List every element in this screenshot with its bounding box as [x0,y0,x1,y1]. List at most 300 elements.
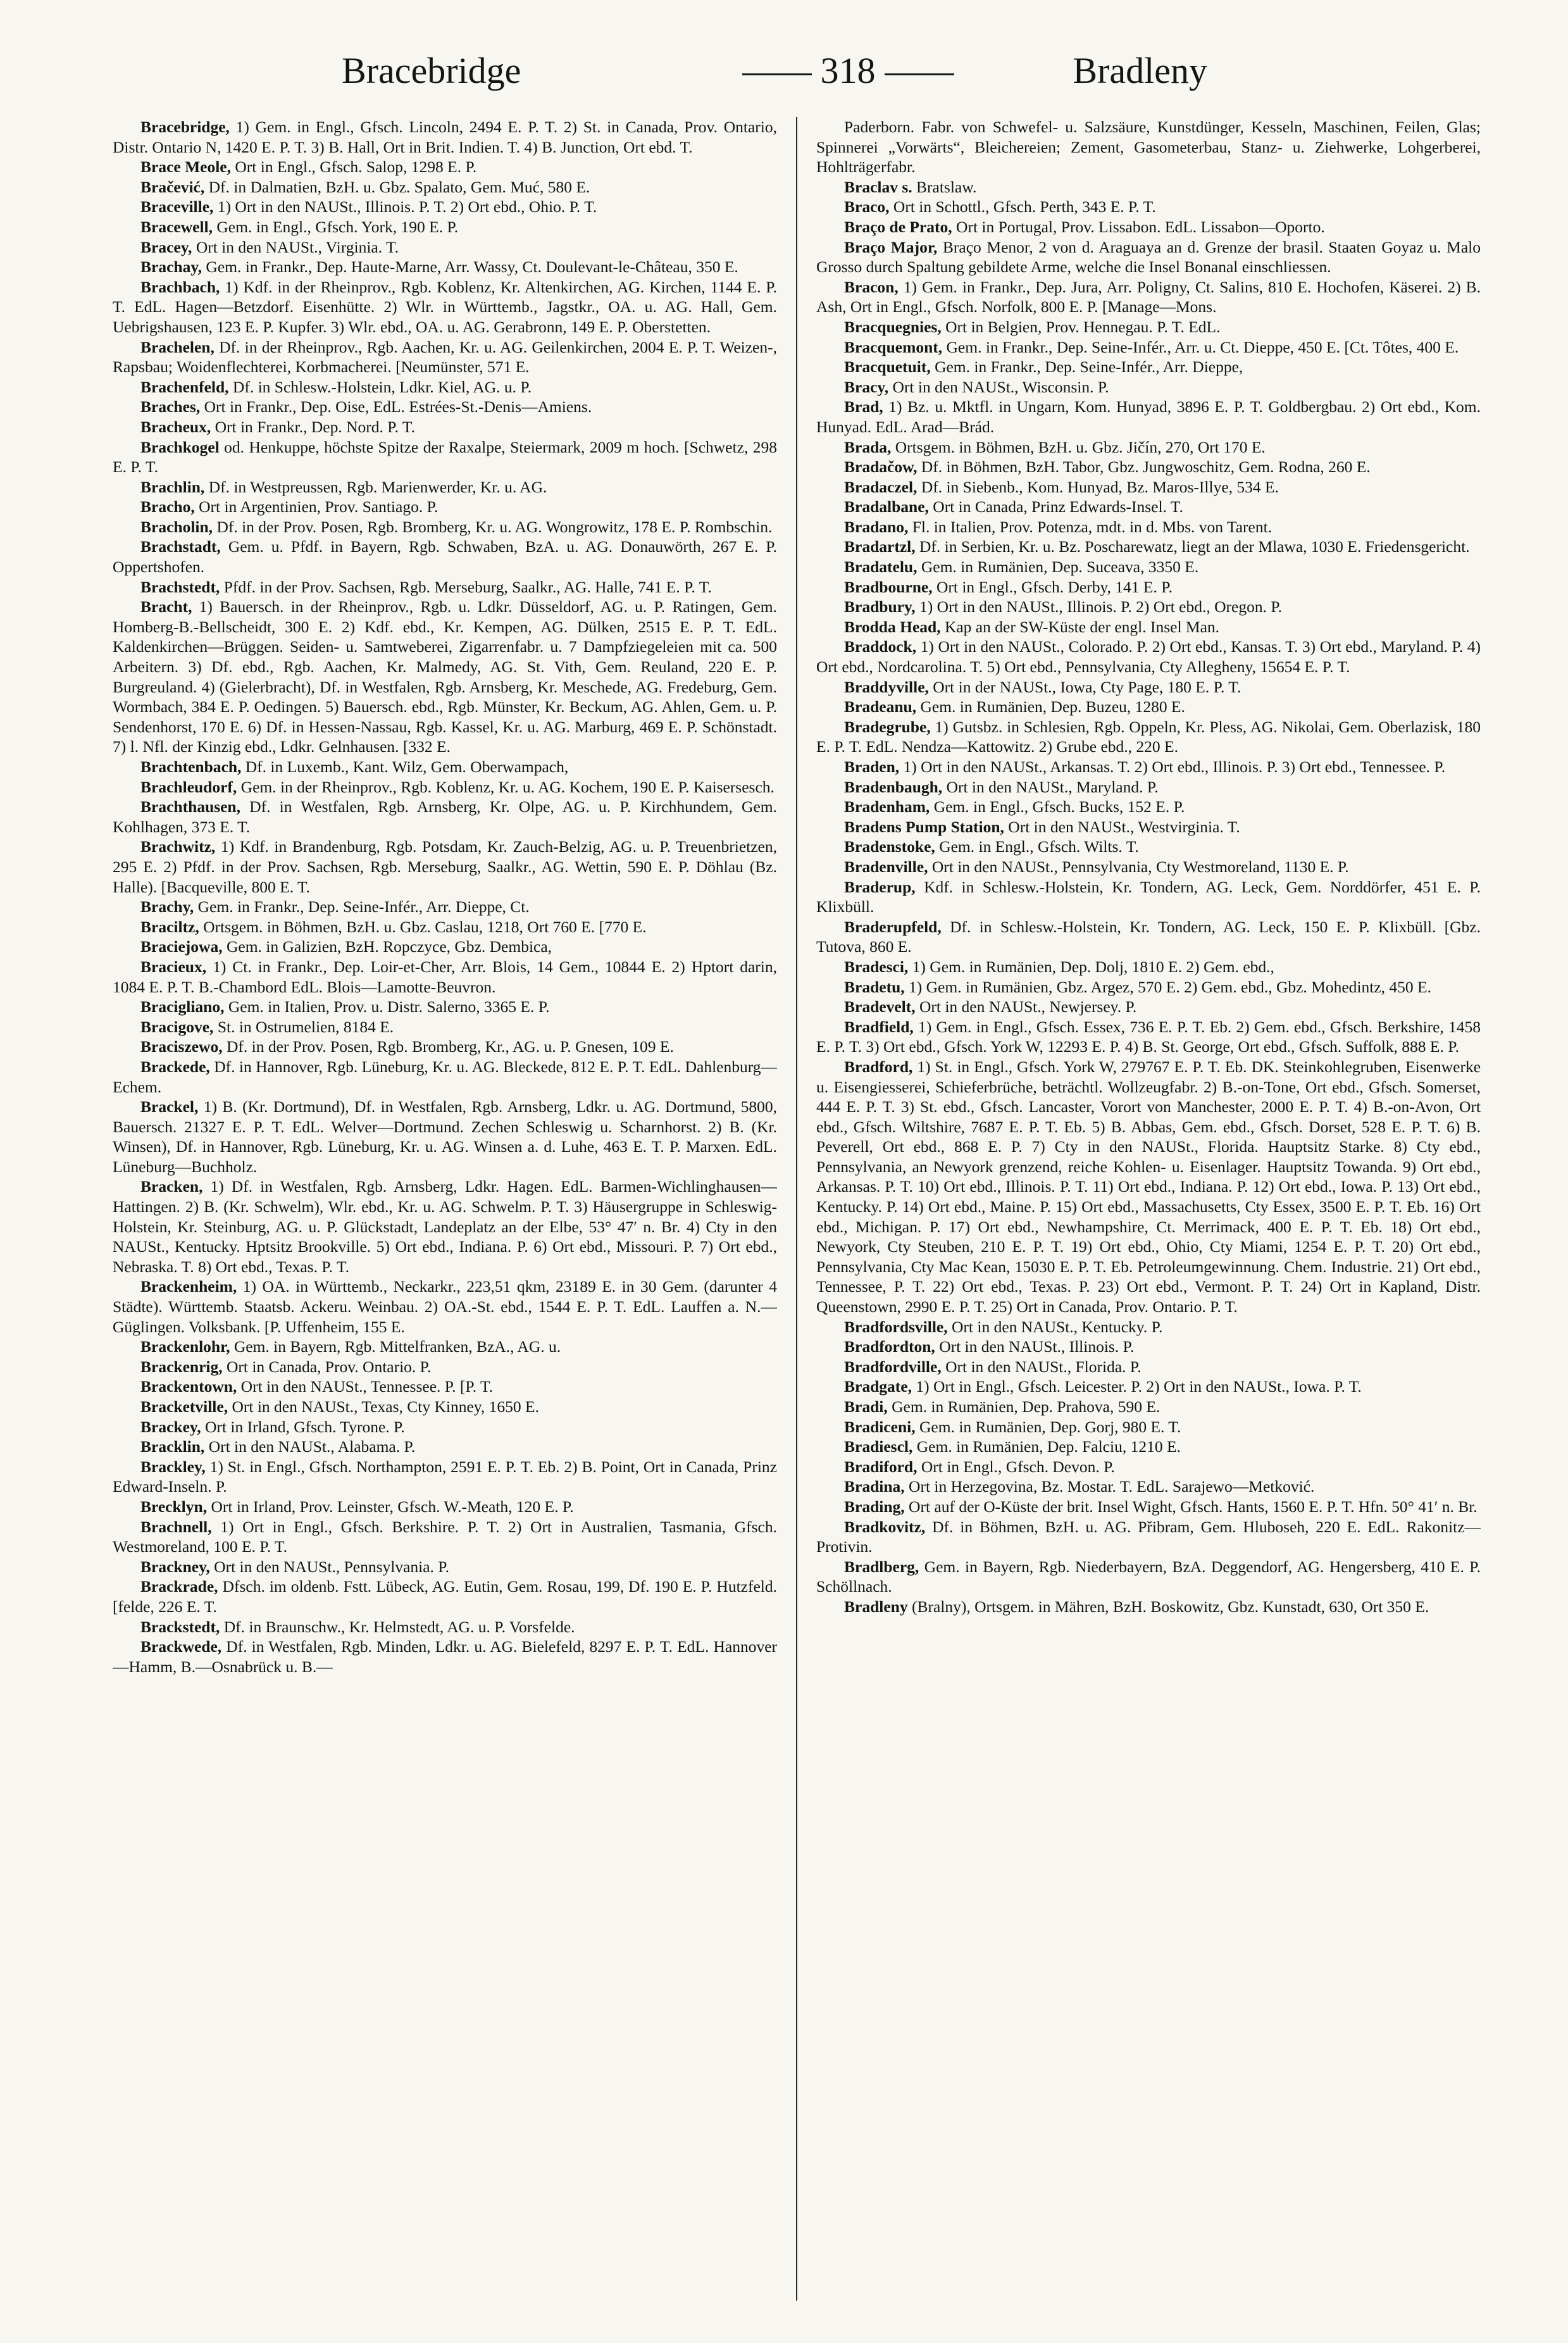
dictionary-entry [816,837,1481,857]
entry-headword: Brachstedt, [140,577,220,596]
dictionary-entry [113,1417,777,1437]
entry-text: Ort in der NAUSt., Iowa, Cty Page, 180 E. P. T. [933,677,1241,696]
entry-headword: Brachay, [140,258,202,277]
dictionary-entry [816,237,1481,277]
entry-text: Gem. in Bayern, Rgb. Mittelfranken, BzA., AG. u. [233,1337,561,1356]
entry-text: Df. in Serbien, Kr. u. Bz. Poscharewatz, liegt an der Mlawa, 1030 E. Friedensgericht. [919,537,1470,556]
entry-text: 1) Df. in Westfalen, Rgb. Arnsberg, Ldkr. Hagen. EdL. Barmen-Wichlinghausen—Hattingen. 2) B. (Kr. Schwelm), Wlr. ebd., Kr. u. AG. Schwelm. P. T. 3) Häusergruppe in Schleswig-Holstein, Kr. Steinburg, AG. u. P. Glückstadt, Landeplatz an der Elbe, 53° 47′ n. Br. 4) Cty in den NAUSt., Kentucky. Hptsitz Brookville. 5) Ort ebd., Indiana. P. 6) Ort ebd., Missouri. P. 7) Ort ebd., Nebraska. T. 8) Ort ebd., Texas. P. T. [113,1177,777,1276]
entry-headword: Bradenham, [844,797,930,816]
entry-text: Ort in Engl., Gfsch. Salop, 1298 E. P. [235,158,477,177]
entry-headword: Bracholin, [140,517,213,536]
entry-text: Ort in den NAUSt., Wisconsin. P. [892,377,1109,396]
dictionary-entry [113,157,777,177]
entry-headword: Bradenville, [844,857,928,876]
entry-text: Ort in Schottl., Gfsch. Perth, 343 E. P. T. [893,197,1156,216]
dictionary-entry [816,117,1481,177]
entry-headword: Brackel, [140,1097,199,1116]
entry-headword: Brace Meole, [140,158,232,177]
dictionary-entry [816,1017,1481,1057]
dictionary-entry [816,717,1481,757]
dictionary-entry [113,1377,777,1397]
dictionary-entry [816,557,1481,577]
entry-text: 1) OA. in Württemb., Neckarkr., 223,51 qkm, 23189 E. in 30 Gem. (darunter 4 Städte). Württemb. Staatsb. Ackeru. Weinbau. 2) OA.-St. ebd., 1544 E. P. T. EdL. Lauffen a. N.—Güglingen. Volksbank. [P. Uffenheim, 155 E. [113,1277,777,1336]
entry-text: Df. in Schlesw.-Holstein, Ldkr. Kiel, AG. u. P. [232,377,532,396]
entry-headword: Bracquegnies, [844,317,942,336]
entry-text: Df. in Westpreussen, Rgb. Marienwerder, Kr. u. AG. [208,477,547,496]
entry-text: 1) Kdf. in Brandenburg, Rgb. Potsdam, Kr. Zauch-Belzig, AG. u. P. Treuenbrietzen, 295 E. 2) Pfdf. in der Prov. Sachsen, Rgb. Merseburg, Saalkr., AG. Wettin, 590 E. P. Döhlau (Bz. Halle). [Bacqueville, 800 E. T. [113,837,777,896]
dictionary-entry [113,1557,777,1577]
entry-text: Df. in der Prov. Posen, Rgb. Bromberg, Kr., AG. u. P. Gnesen, 109 E. [226,1037,674,1056]
entry-headword: Bradartzl, [844,537,916,556]
entry-text: Ort in den NAUSt., Alabama. P. [208,1437,416,1456]
entry-headword: Bradleny [844,1597,908,1616]
entry-headword: Bradaczel, [844,477,918,496]
entry-headword: Bradačow, [844,458,918,477]
dictionary-entry [113,937,777,957]
dictionary-entry [816,1337,1481,1357]
dictionary-entry [816,197,1481,217]
entry-headword: Bradetu, [844,977,905,996]
entry-headword: Brachthausen, [140,797,240,816]
dictionary-entry [816,357,1481,377]
entry-text: Dfsch. im oldenb. Fstt. Lübeck, AG. Eutin, Gem. Rosau, 199, Df. 190 E. P. Hutzfeld. [felde, 226 E. T. [113,1577,777,1616]
dictionary-entry [816,857,1481,877]
entry-text: 1) St. in Engl., Gfsch. York W, 279767 E. P. T. Eb. DK. Steinkohlegruben, Eisenwerke u. Eisengiesserei, Schieferbrüche, beträchtl. Wollzeugfabr. 2) B.-on-Tone, Ort ebd., Gfsch. Somerset, 444 E. P. T. 3) St. ebd., Gfsch. Lancaster, Vorort von Manchester, 2000 E. P. T. 4) B.-on-Avon, Ort ebd., Gfsch. Wiltshire, 7687 E. P. T. Eb. 5) B. Abbas, Gem. ebd., Gfsch. Dorset, 528 E. P. T. 6) B. Peverell, Ort ebd., 868 E. P. 7) Cty in den NAUSt., Florida. Hauptsitz Starke. 8) Cty ebd., Pennsylvania, an Newyork grenzend, reiche Kohlen- u. Eisenlager. Hauptsitz Towanda. 9) Ort ebd., Arkansas. P. T. 10) Ort ebd., Illinois. P. T. 11) Ort ebd., Indiana. P. 12) Ort ebd., Iowa. P. 13) Ort ebd., Kentucky. P. 14) Ort ebd., Maine. P. 15) Ort ebd., Massachusetts, Cty Essex, 3500 E. P. T. Eb. 16) Ort ebd., Michigan. P. 17) Ort ebd., Newhampshire, Ct. Merrimack, 400 E. P. T. Eb. 18) Ort ebd., Newyork, Cty Steuben, 210 E. P. T. 19) Ort ebd., Ohio, Cty Miami, 1254 E. P. T. 20) Ort ebd., Pennsylvania, Cty Mac Kean, 15030 E. P. T. Eb. Petroleumgewinnung. Chem. Industrie. 21) Ort ebd., Tennessee, P. T. 22) Ort ebd., Texas. P. 23) Ort ebd., Vermont. P. T. 24) Ort in Kapland, Distr. Queenstown, 2990 E. P. T. 25) Ort in Canada, Prov. Ontario. P. T. [816,1057,1481,1316]
entry-text: 1) Ort in Engl., Gfsch. Berkshire. P. T. 2) Ort in Australien, Tasmania, Gfsch. Westmoreland, 100 E. P. T. [113,1517,777,1556]
entry-headword: Brackenheim, [140,1277,237,1296]
entry-text: 1) Gutsbz. in Schlesien, Rgb. Oppeln, Kr. Pless, AG. Nikolai, Gem. Oberlazisk, 180 E. P. T. EdL. Nendza—Kattowitz. 2) Grube ebd., 220 E. [816,717,1481,756]
entry-headword: Braceville, [140,197,214,216]
entry-text: Df. in Böhmen, BzH. Tabor, Gbz. Jungwoschitz, Gem. Rodna, 260 E. [921,458,1371,477]
entry-headword: Braco, [844,197,890,216]
dictionary-entry [113,337,777,377]
entry-headword: Braddyville, [844,677,929,696]
entry-text: Df. in der Prov. Posen, Rgb. Bromberg, Kr. u. AG. Wongrowitz, 178 E. P. Rombschin. [216,517,773,536]
entry-text: Gem. in Frankr., Dep. Seine-Infér., Arr. Dieppe, [935,358,1243,377]
page-header [95,38,1473,108]
entry-headword: Brachy, [140,897,194,916]
entry-text: Kap an der SW-Küste der engl. Insel Man. [944,617,1220,636]
entry-headword: Bracheux, [140,417,211,436]
entry-text: Gem. in Frankr., Dep. Haute-Marne, Arr. Wassy, Ct. Doulevant-le-Château, 350 E. [206,258,738,277]
entry-text: 1) Ort in Engl., Gfsch. Leicester. P. 2) Ort in den NAUSt., Iowa. P. T. [916,1377,1362,1396]
dictionary-entry [816,977,1481,997]
entry-text: Ort in den NAUSt., Maryland. P. [946,777,1159,796]
dictionary-entry [113,1497,777,1517]
dictionary-entry [113,1177,777,1277]
entry-text: Gem. in Engl., Gfsch. Bucks, 152 E. P. [933,797,1185,816]
entry-headword: Brachbach, [140,277,220,296]
dictionary-entry [113,897,777,917]
entry-headword: Bradfordton, [844,1337,935,1356]
entry-headword: Bracquemont, [844,337,943,356]
dictionary-entry [816,177,1481,197]
entry-headword: Bradenstoke, [844,837,935,856]
entry-headword: Bracon, [844,277,899,296]
dictionary-entry [816,1557,1481,1597]
entry-text: Ort in Portugal, Prov. Lissabon. EdL. Lissabon—Oporto. [956,217,1325,236]
entry-headword: Brackede, [140,1057,210,1076]
entry-text: Gem. in Frankr., Dep. Seine-Infér., Arr. Dieppe, Ct. [197,897,530,916]
entry-headword: Bradbourne, [844,577,933,596]
entry-headword: Bracey, [140,237,192,256]
entry-text: Bratslaw. [916,177,977,196]
entry-text: 1) Ort in den NAUSt., Illinois. P. 2) Ort ebd., Oregon. P. [919,597,1283,616]
dictionary-entry [816,1497,1481,1517]
entry-headword: Brackey, [140,1417,201,1436]
entry-headword: Bradford, [844,1057,913,1076]
entry-text: Gem. in Engl., Gfsch. Wilts. T. [939,837,1139,856]
dictionary-entry [113,217,777,237]
entry-text: Ort in den NAUSt., Pennsylvania, Cty Westmoreland, 1130 E. P. [931,857,1349,876]
entry-text: 1) Ort in den NAUSt., Illinois. P. T. 2) Ort ebd., Ohio. P. T. [217,197,597,216]
entry-text: Pfdf. in der Prov. Sachsen, Rgb. Merseburg, Saalkr., AG. Halle, 741 E. P. T. [223,577,712,596]
dictionary-entry [816,497,1481,517]
dictionary-entry [113,757,777,777]
dictionary-entry [113,1017,777,1037]
entry-text: 1) Gem. in Engl., Gfsch. Lincoln, 2494 E. P. T. 2) St. in Canada, Prov. Ontario, Distr. Ontario N, 1420 E. P. T. 3) B. Hall, Ort in Brit. Indien. T. 4) B. Junction, Ort ebd. T. [113,118,777,156]
entry-headword: Bracy, [844,377,889,396]
entry-text: Df. in Dalmatien, BzH. u. Gbz. Spalato, Gem. Muć, 580 E. [208,177,590,196]
page-number: 318 [820,50,876,91]
dictionary-entry [113,497,777,517]
dictionary-entry [816,637,1481,677]
dash-right [885,73,954,75]
entry-text: Ort in Frankr., Dep. Oise, EdL. Estrées-St.-Denis—Amiens. [204,397,592,416]
dictionary-entry [113,197,777,217]
dictionary-entry [816,277,1481,317]
dictionary-entry [113,477,777,497]
dictionary-entry [816,477,1481,497]
entry-headword: Bradatelu, [844,558,918,577]
entry-text: 1) Gem. in Rumänien, Gbz. Argez, 570 E. 2) Gem. ebd., Gbz. Mohedintz, 450 E. [909,977,1431,996]
entry-text: 1) Gem. in Frankr., Dep. Jura, Arr. Poligny, Ct. Salins, 810 E. Hochofen, Käserei. 2) B. Ash, Ort in Engl., Gfsch. Norfolk, 800 E. P. [Manage—Mons. [816,277,1481,316]
entry-headword: Brada, [844,437,892,456]
entry-headword: Bradegrube, [844,717,931,736]
dictionary-entry [113,1637,777,1677]
entry-headword: Brachenfeld, [140,377,229,396]
entry-headword: Bracquetuit, [844,358,931,377]
left-column [113,117,777,2313]
dictionary-entry [816,1317,1481,1337]
entry-text: Gem. in Italien, Prov. u. Distr. Salerno, 3365 E. P. [228,997,550,1016]
dictionary-entry [816,617,1481,637]
entry-text: Kdf. in Schlesw.-Holstein, Kr. Tondern, AG. Leck, Gem. Norddörfer, 451 E. P. Klixbüll. [816,877,1481,916]
entry-headword: Bradlberg, [844,1557,919,1576]
entry-headword: Brackrade, [140,1577,218,1596]
entry-text: Ort in den NAUSt., Tennessee. P. [P. T. [240,1377,494,1396]
dictionary-entry [816,217,1481,237]
entry-headword: Bradbury, [844,597,916,616]
dictionary-entry [816,1377,1481,1397]
entry-headword: Braço de Prato, [844,217,952,236]
entry-headword: Braço Major, [844,237,938,256]
entry-text: 1) Gem. in Rumänien, Dep. Dolj, 1810 E. 2) Gem. ebd., [912,957,1274,976]
entry-headword: Bradano, [844,517,909,536]
entry-text: 1) Kdf. in der Rheinprov., Rgb. Koblenz, Kr. Altenkirchen, AG. Kirchen, 1144 E. P. T. EdL. Hagen—Betzdorf. Eisenhütte. 2) Wlr. in Württemb., Jagstkr., OA. u. AG. Hall, Gem. Uebrigshausen, 123 E. P. Kupfer. 3) Wlr. ebd., OA. u. AG. Gerabronn, 149 E. P. Oberstetten. [113,277,777,336]
dictionary-entry [113,597,777,757]
entry-headword: Braderupfeld, [844,917,942,936]
entry-text: 1) Ct. in Frankr., Dep. Loir-et-Cher, Arr. Blois, 14 Gem., 10844 E. 2) Hptort darin, 1084 E. P. T. B.-Chambord EdL. Blois—Lamotte-Beuvron. [113,957,777,996]
entry-headword: Braciejowa, [140,937,223,956]
dictionary-entry [816,517,1481,537]
entry-text: Ort in Argentinien, Prov. Santiago. P. [199,497,439,516]
dictionary-entry [113,397,777,417]
entry-headword: Bracklin, [140,1437,205,1456]
entry-text: Fl. in Italien, Prov. Potenza, mdt. in d. Mbs. von Tarent. [912,517,1272,536]
entry-headword: Braciltz, [140,917,199,936]
entry-text: Ort in den NAUSt., Newjersey. P. [919,997,1137,1016]
entry-headword: Bracigove, [140,1017,214,1036]
dictionary-entry [816,437,1481,458]
entry-text: Gem. in Rumänien, Dep. Prahova, 590 E. [892,1397,1160,1416]
entry-headword: Bradfordsville, [844,1317,948,1336]
right-column [816,117,1481,2313]
entry-text: Df. in Schlesw.-Holstein, Kr. Tondern, AG. Leck, 150 E. P. Klixbüll. [Gbz. Tutova, 860 E. [816,917,1481,956]
entry-text: Gem. in Rumänien, Dep. Gorj, 980 E. T. [919,1417,1181,1436]
dictionary-entry [816,377,1481,397]
entry-headword: Braddock, [844,637,917,656]
dictionary-entry [113,997,777,1017]
entry-text: 1) Ort in den NAUSt., Colorado. P. 2) Ort ebd., Kansas. T. 3) Ort ebd., Maryland. P. 4) Ort ebd., Nordcarolina. T. 5) Ort ebd., Pennsylvania, Cty Allegheny, 15654 E. P. T. [816,637,1481,677]
entry-headword: Brachlin, [140,477,205,496]
entry-headword: Brackenrig, [140,1357,223,1376]
dictionary-entry [113,1037,777,1057]
entry-headword: Bradi, [844,1397,888,1416]
entry-headword: Bradevelt, [844,997,916,1016]
entry-text: Ort in Herzegovina, Bz. Mostar. T. EdL. Sarajewo—Metković. [909,1477,1315,1496]
dictionary-entry [816,577,1481,597]
entry-headword: Bracigliano, [140,997,225,1016]
entry-text: Df. in Luxemb., Kant. Wilz, Gem. Oberwampach, [245,758,569,776]
entry-headword: Brodda Head, [844,617,941,636]
dictionary-entry [816,757,1481,777]
dictionary-entry [113,537,777,577]
column-divider [796,117,797,2301]
entry-text: Ort in den NAUSt., Kentucky. P. [952,1317,1163,1336]
dictionary-entry [816,537,1481,557]
entry-text: Df. in Hannover, Rgb. Lüneburg, Kr. u. AG. Bleckede, 812 E. P. T. EdL. Dahlenburg—Echem. [113,1057,777,1096]
entry-headword: Brecklyn, [140,1497,208,1516]
dictionary-entry [113,797,777,837]
dictionary-entry [113,257,777,277]
header-first-entry: Bracebridge [342,50,521,91]
entry-headword: Bradina, [844,1477,905,1496]
entry-headword: Brachtenbach, [140,758,242,776]
entry-headword: Brackley, [140,1457,206,1476]
entry-headword: Bracebridge, [140,118,230,136]
dictionary-entry [816,777,1481,797]
entry-headword: Bradalbane, [844,497,929,516]
entry-headword: Brackenlohr, [140,1337,230,1356]
entry-text: 1) St. in Engl., Gfsch. Northampton, 2591 E. P. T. Eb. 2) B. Point, Ort in Canada, Prinz Edward-Inseln. P. [113,1457,777,1496]
dictionary-entry [113,377,777,397]
header-page-number-group [728,49,968,92]
entry-headword: Brackstedt, [140,1617,220,1636]
entry-text: Gem. in Bayern, Rgb. Niederbayern, BzA. Deggendorf, AG. Hengersberg, 410 E. P. Schöllnach. [816,1557,1481,1596]
entry-text: Ort in Irland, Prov. Leinster, Gfsch. W.-Meath, 120 E. P. [211,1497,574,1516]
entry-headword: Bradeanu, [844,697,917,716]
dictionary-entry [113,1057,777,1097]
dictionary-entry [113,1457,777,1497]
dictionary-entry [113,837,777,897]
entry-headword: Bradfordville, [844,1357,942,1376]
entry-text: Braço Menor, 2 von d. Araguaya an d. Grenze der brasil. Staaten Goyaz u. Malo Grosso durch Spaltung gebildete Arme, welche die Insel Bonanal einschliessen. [816,237,1481,277]
entry-text: Ortsgem. in Böhmen, BzH. u. Gbz. Caslau, 1218, Ort 760 E. [770 E. [203,917,647,936]
dictionary-entry [816,397,1481,437]
dictionary-entry [113,1437,777,1457]
entry-text: (Bralny), Ortsgem. in Mähren, BzH. Boskowitz, Gbz. Kunstadt, 630, Ort 350 E. [911,1597,1429,1616]
entry-headword: Bradgate, [844,1377,912,1396]
dictionary-entry [816,597,1481,617]
dictionary-entry [816,877,1481,917]
entry-text: Ortsgem. in Böhmen, BzH. u. Gbz. Jičín, 270, Ort 170 E. [895,437,1266,456]
entry-text: Ort in den NAUSt., Illinois. P. [939,1337,1135,1356]
entry-text: Ort in den NAUSt., Florida. P. [945,1357,1142,1376]
entry-text: St. in Ostrumelien, 8184 E. [217,1017,394,1036]
entry-headword: Bradiford, [844,1457,918,1476]
dictionary-entry [816,957,1481,977]
entry-headword: Bradesci, [844,957,909,976]
dictionary-entry [816,457,1481,477]
dictionary-entry [816,1057,1481,1317]
entry-text: Ort in Belgien, Prov. Hennegau. P. T. EdL. [945,317,1221,336]
dictionary-entry [816,1357,1481,1377]
dictionary-entry [113,1357,777,1377]
entry-text: Df. in der Rheinprov., Rgb. Aachen, Kr. u. AG. Geilenkirchen, 2004 E. P. T. Weizen-, Rapsbau; Woidenflechterei, Korbmacherei. [Neumünster, 571 E. [113,337,777,377]
entry-headword: Bradens Pump Station, [844,817,1004,836]
entry-headword: Brackney, [140,1557,210,1576]
entry-text: Ort in Canada, Prov. Ontario. P. [226,1357,432,1376]
entry-text: Gem. in Rumänien, Dep. Suceava, 3350 E. [921,558,1199,577]
dictionary-entry [113,1577,777,1616]
entry-headword: Braclav s. [844,177,912,196]
entry-headword: Bradkovitz, [844,1517,926,1536]
entry-headword: Brackentown, [140,1377,237,1396]
dictionary-entry [816,1397,1481,1417]
entry-headword: Bracht, [140,597,192,616]
entry-text: Df. in Siebenb., Kom. Hunyad, Bz. Maros-Illye, 534 E. [921,477,1279,496]
entry-text: Gem. in Rumänien, Dep. Buzeu, 1280 E. [920,697,1185,716]
entry-text: 1) B. (Kr. Dortmund), Df. in Westfalen, Rgb. Arnsberg, Ldkr. u. AG. Dortmund, 5800, Bauersch. 21327 E. P. T. EdL. Welver—Dortmund. Zechen Schleswig u. Scharnhorst. 2) B. (Kr. Winsen), Df. in Hannover, Rgb. Lüneburg, Kr. u. AG. Winsen a. d. Luhe, 463 E. T. P. Marxen. EdL. Lüneburg—Buchholz. [113,1097,777,1176]
dictionary-entry [816,917,1481,957]
dictionary-entry [113,1277,777,1337]
entry-text: 1) Bauersch. in der Rheinprov., Rgb. u. Ldkr. Düsseldorf, AG. u. P. Ratingen, Gem. Homberg-B.-Bellscheidt, 300 E. 2) Kdf. ebd., Kr. Kempen, AG. Dülken, 2515 E. P. T. EdL. Kaldenkirchen—Brüggen. Seiden- u. Samtweberei, Zigarrenfabr. u. 7 Dampfziegeleien mit ca. 500 Arbeitern. 3) Df. ebd., Rgb. Aachen, Kr. Malmedy, AG. St. Vith, Gem. Reuland, 220 E. P. Burgreuland. 4) (Gielerbracht), Df. in Westfalen, Rgb. Arnsberg, Kr. Meschede, AG. Fredeburg, Gem. Wormbach, 384 E. P. Oedingen. 5) Bauersch. ebd., Rgb. Münster, Kr. Beckum, AG. Ahlen, Gem. u. P. Sendenhorst, 170 E. 6) Df. in Hessen-Nassau, Rgb. Kassel, Kr. u. AG. Marburg, 469 E. P. Schönstadt. 7) l. Nfl. der Kinzig ebd., Ldkr. Gelnhausen. [332 E. [113,597,777,756]
entry-text: Gem. in Engl., Gfsch. York, 190 E. P. [216,217,459,236]
entry-text: Paderborn. Fabr. von Schwefel- u. Salzsäure, Kunstdünger, Kesseln, Maschinen, Feilen, Glas; Spinnerei „Vorwärts“, Bleichereien; Zement, Gasometerbau, Stanz- u. Ziehwerke, Lohgerberei, Hohlträgerfabr. [816,118,1481,177]
entry-text: Ort in Engl., Gfsch. Derby, 141 E. P. [936,577,1173,596]
entry-text: 1) Ort in den NAUSt., Arkansas. T. 2) Ort ebd., Illinois. P. 3) Ort ebd., Tennessee. P. [903,758,1446,776]
dictionary-entry [816,817,1481,837]
entry-headword: Bradfield, [844,1017,914,1036]
entry-headword: Bradiceni, [844,1417,916,1436]
entry-text: Gem. u. Pfdf. in Bayern, Rgb. Schwaben, BzA. u. AG. Donauwörth, 267 E. P. Oppertshofen. [113,537,777,577]
entry-text: Df. in Westfalen, Rgb. Arnsberg, Kr. Olpe, AG. u. P. Kirchhundem, Gem. Kohlhagen, 373 E. T. [113,797,777,836]
dictionary-entry [816,997,1481,1017]
dictionary-entry [113,1097,777,1177]
entry-headword: Brad, [844,397,883,416]
entry-text: Ort in Irland, Gfsch. Tyrone. P. [205,1417,405,1436]
entry-headword: Brachwitz, [140,837,216,856]
entry-text: Gem. in Frankr., Dep. Seine-Infér., Arr. u. Ct. Dieppe, 450 E. [Ct. Tôtes, 400 E. [946,337,1459,356]
entry-text: Gem. in Rumänien, Dep. Falciu, 1210 E. [916,1437,1181,1456]
entry-text: Ort auf der O-Küste der brit. Insel Wight, Gfsch. Hants, 1560 E. P. T. Hfn. 50° 41′ n. Br. [909,1497,1478,1516]
entry-text: 1) Gem. in Engl., Gfsch. Essex, 736 E. P. T. Eb. 2) Gem. ebd., Gfsch. Berkshire, 1458 E. P. T. 3) Ort ebd., Gfsch. York W, 12293 E. P. 4) B. St. George, Ort ebd., Gfsch. Suffolk, 888 E. P. [816,1017,1481,1056]
dictionary-entry [816,1477,1481,1497]
dictionary-entry [113,437,777,477]
entry-text: Ort in Canada, Prinz Edwards-Insel. T. [933,497,1183,516]
entry-text: Ort in den NAUSt., Westvirginia. T. [1008,817,1240,836]
dash-left [742,73,812,75]
entry-headword: Braden, [844,758,900,776]
entry-text: Ort in Frankr., Dep. Nord. P. T. [215,417,415,436]
entry-text: Df. in Westfalen, Rgb. Minden, Ldkr. u. AG. Bielefeld, 8297 E. P. T. EdL. Hannover—Hamm, B.—Osnabrück u. B.— [113,1637,777,1676]
entry-headword: Bracho, [140,497,195,516]
dictionary-entry [816,1517,1481,1557]
dictionary-entry [816,337,1481,358]
entry-headword: Bracken, [140,1177,203,1196]
dictionary-entry [113,1517,777,1557]
entry-headword: Brachleudorf, [140,777,237,796]
entry-headword: Brackwede, [140,1637,222,1656]
dictionary-entry [816,1597,1481,1617]
entry-text: Ort in Engl., Gfsch. Devon. P. [921,1457,1115,1476]
dictionary-entry [113,917,777,937]
dictionary-entry [816,1437,1481,1457]
entry-headword: Brachkogel [140,437,220,456]
dictionary-entry [816,677,1481,697]
dictionary-entry [113,1337,777,1357]
dictionary-entry [113,177,777,197]
entry-headword: Bračević, [140,177,205,196]
entry-headword: Bradenbaugh, [844,777,943,796]
entry-text: Ort in den NAUSt., Pennsylvania. P. [214,1557,450,1576]
dictionary-entry [816,1417,1481,1437]
entry-text: Ort in den NAUSt., Texas, Cty Kinney, 1650 E. [232,1397,539,1416]
dictionary-entry [816,1457,1481,1477]
entry-headword: Bracieux, [140,957,207,976]
entry-headword: Bradiescl, [844,1437,913,1456]
entry-headword: Braches, [140,397,201,416]
entry-text: Gem. in Galizien, BzH. Ropczyce, Gbz. Dembica, [226,937,552,956]
entry-text: Df. in Böhmen, BzH. u. AG. Přibram, Gem. Hluboseh, 220 E. EdL. Rakonitz—Protivin. [816,1517,1481,1556]
dictionary-entry [816,797,1481,817]
dictionary-entry [113,117,777,157]
entry-headword: Braciszewo, [140,1037,223,1056]
dictionary-entry [113,957,777,997]
dictionary-entry [113,277,777,337]
dictionary-entry [816,317,1481,337]
entry-text: 1) Bz. u. Mktfl. in Ungarn, Kom. Hunyad, 3896 E. P. T. Goldbergbau. 2) Ort ebd., Kom. Hunyad. EdL. Arad—Brád. [816,397,1481,436]
dictionary-entry [113,517,777,537]
header-last-entry: Bradleny [1073,50,1207,91]
entry-text: Gem. in der Rheinprov., Rgb. Koblenz, Kr. u. AG. Kochem, 190 E. P. Kaisersesch. [240,777,775,796]
dictionary-entry [113,1617,777,1637]
entry-headword: Brachstadt, [140,537,221,556]
dictionary-entry [113,577,777,597]
entry-text: Df. in Braunschw., Kr. Helmstedt, AG. u. P. Vorsfelde. [223,1617,575,1636]
entry-headword: Braderup, [844,877,916,896]
dictionary-entry [816,697,1481,717]
entry-headword: Bracewell, [140,217,213,236]
dictionary-entry [113,417,777,437]
entry-text: od. Henkuppe, höchste Spitze der Raxalpe, Steiermark, 2009 m hoch. [Schwetz, 298 E. P. T. [113,437,777,477]
entry-headword: Brading, [844,1497,905,1516]
dictionary-entry [113,777,777,797]
entry-text: Ort in den NAUSt., Virginia. T. [196,237,399,256]
entry-headword: Brachelen, [140,337,215,356]
dictionary-entry [113,1397,777,1417]
